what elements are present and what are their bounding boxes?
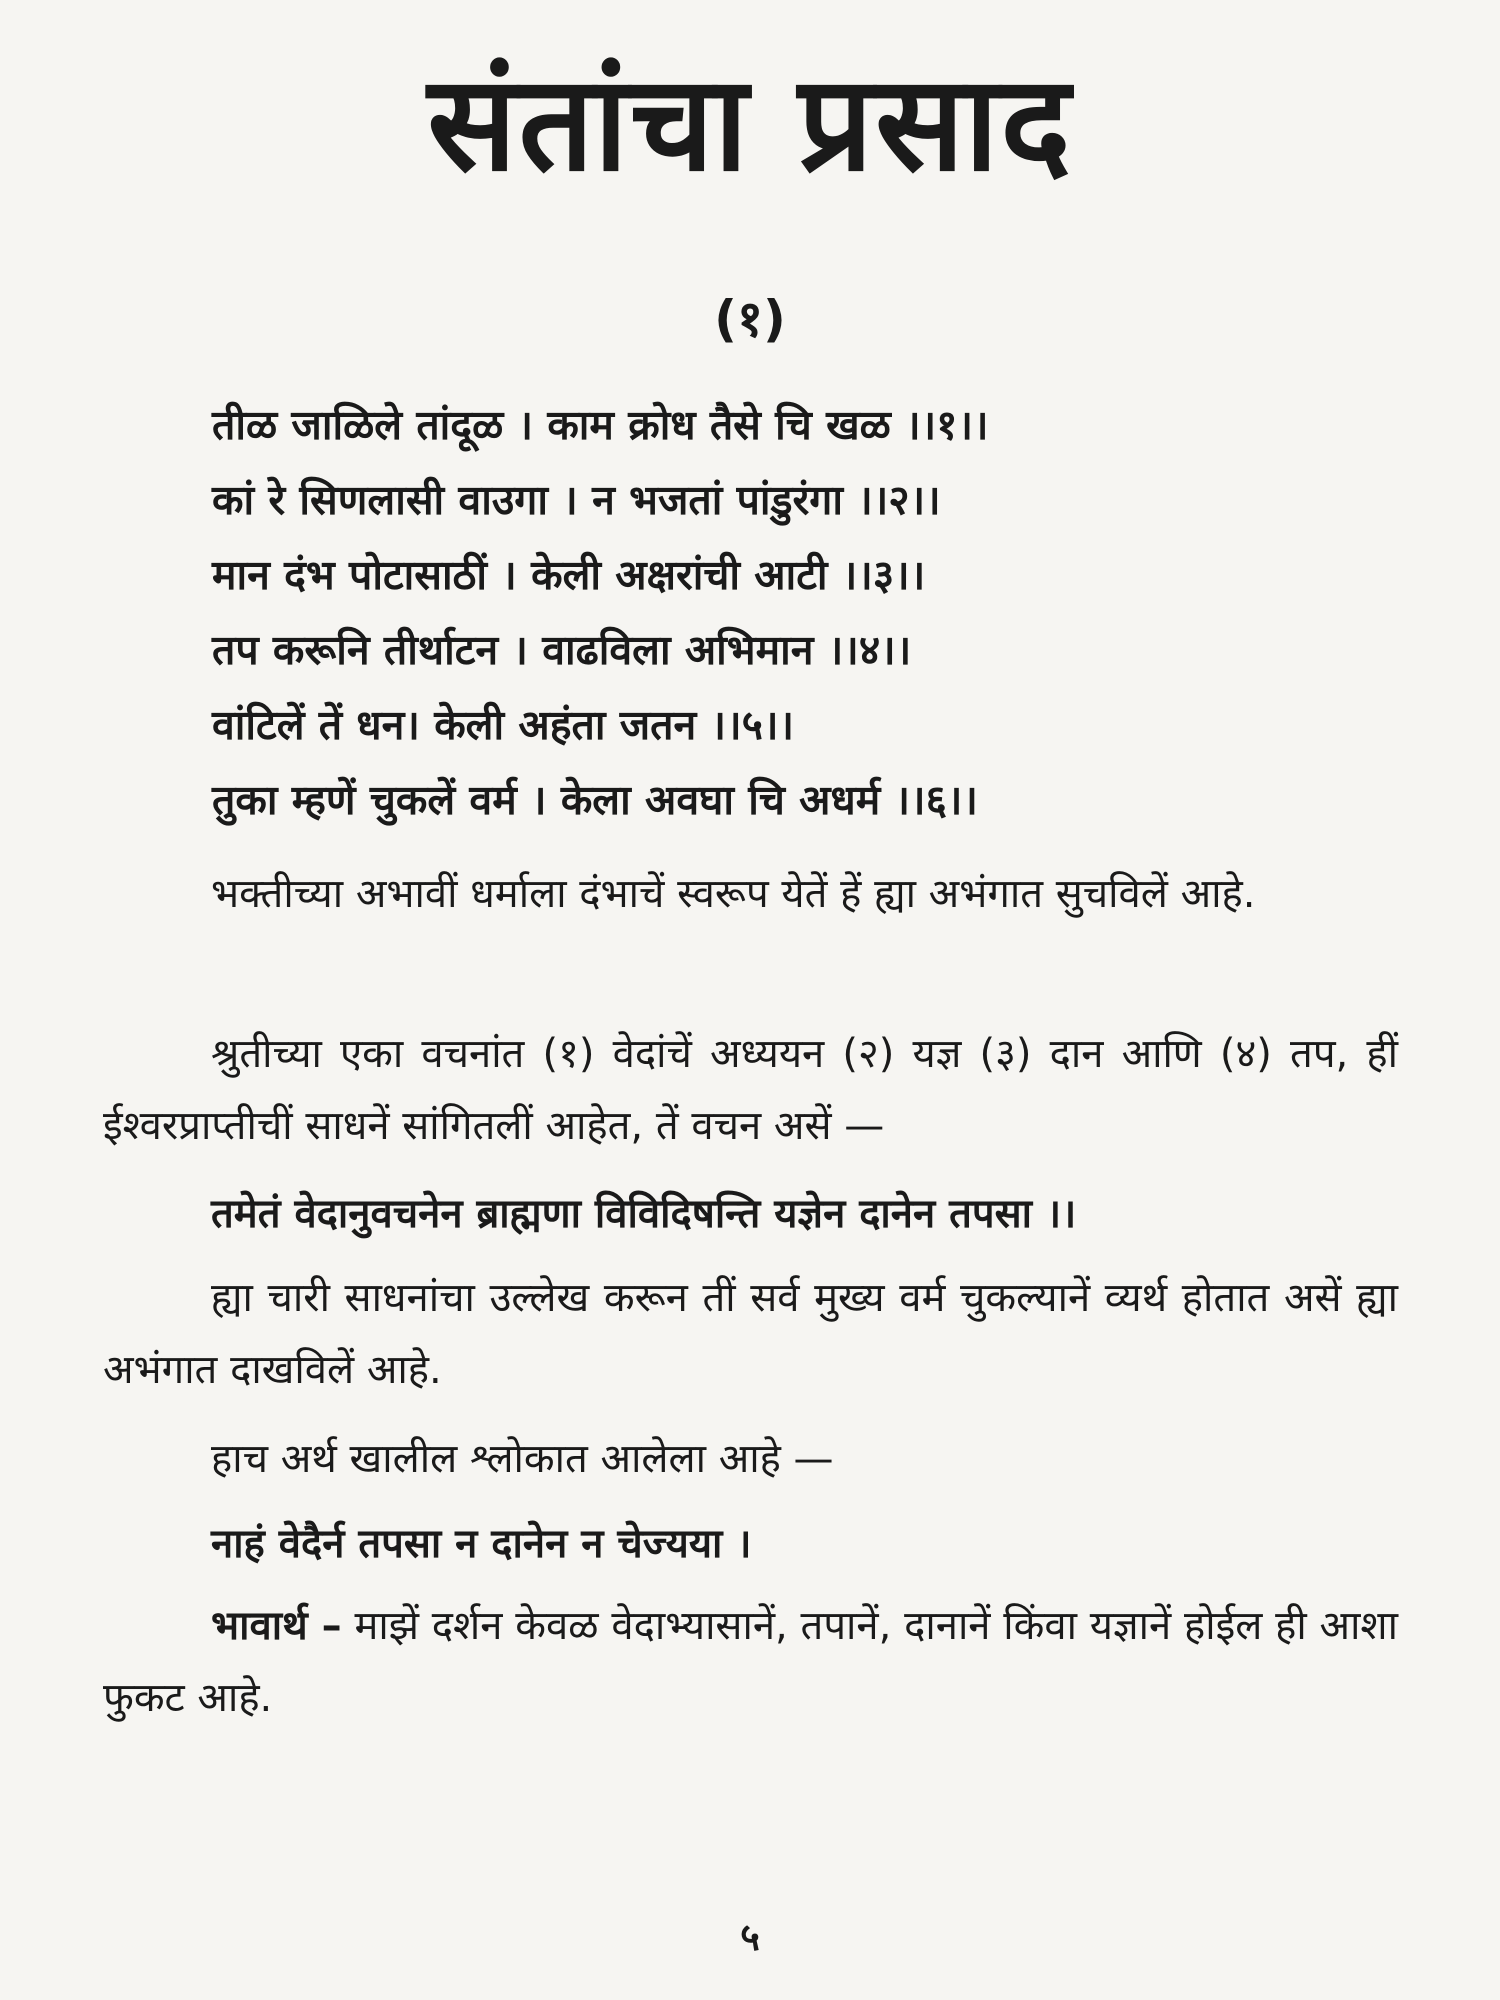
meaning-label: भावार्थ –: [211, 1603, 342, 1649]
commentary-paragraph-2: [103, 1018, 1398, 1162]
commentary-text: ह्या चारी साधनांचा उल्लेख करून तीं सर्व मुख्य वर्म चुकल्यानें व्यर्थ होतात असें ह्या अभंगात दाखविलें आहे.: [103, 1275, 1398, 1393]
page-title: संतांचा प्रसाद: [427, 47, 1073, 201]
quote-text: तमेतं वेदानुवचनेन ब्राह्मणा विविदिषन्ति यज्ञेन दानेन तपसा ।।: [211, 1191, 1077, 1237]
meaning-paragraph: [103, 1590, 1398, 1734]
verse-line-6: तुका म्हणें चुकलें वर्म । केला अवघा चि अधर्म ।।६।।: [212, 776, 978, 824]
quote-text: नाहं वेदैर्न तपसा न दानेन न चेज्यया ।: [211, 1521, 752, 1567]
verse-line-3: मान दंभ पोटासाठीं । केली अक्षरांची आटी ।।३।।: [212, 551, 926, 599]
commentary-text: भक्तीच्या अभावीं धर्माला दंभाचें स्वरूप येतें हें ह्या अभंगात सुचविलें आहे.: [211, 871, 1256, 917]
commentary-paragraph-3: [103, 1262, 1398, 1406]
verse-line-1: तीळ जाळिले तांदूळ । काम क्रोध तैसे चि खळ ।।१।।: [212, 401, 989, 449]
abhang-verses: [212, 388, 1362, 838]
meaning-text: [103, 1590, 1398, 1734]
commentary-paragraph-1: [103, 858, 1398, 930]
meaning-body: माझें दर्शन केवळ वेदाभ्यासानें, तपानें, दानानें किंवा यज्ञानें होईल ही आशा फुकट आहे.: [103, 1603, 1398, 1721]
section-number: (१): [714, 290, 786, 348]
commentary-text: हाच अर्थ खालील श्लोकात आलेला आहे —: [211, 1436, 834, 1482]
sanskrit-quote-2: [103, 1508, 1398, 1580]
commentary-paragraph-4: [103, 1423, 1398, 1495]
commentary-text: श्रुतीच्या एका वचनांत (१) वेदांचें अध्ययन (२) यज्ञ (३) दान आणि (४) तप, हीं ईश्वरप्राप्तीचीं साधनें सांगितलीं आहेत, तें वचन असें —: [103, 1031, 1398, 1149]
verse-line-4: तप करूनि तीर्थाटन । वाढविला अभिमान ।।४।।: [212, 626, 912, 674]
page-number: ५: [740, 1915, 760, 1959]
verse-line-2: कां रे सिणलासी वाउगा । न भजतां पांडुरंगा ।।२।।: [212, 476, 941, 524]
sanskrit-quote-1: [103, 1178, 1398, 1250]
verse-line-5: वांटिलें तें धन। केली अहंता जतन ।।५।।: [212, 701, 795, 749]
